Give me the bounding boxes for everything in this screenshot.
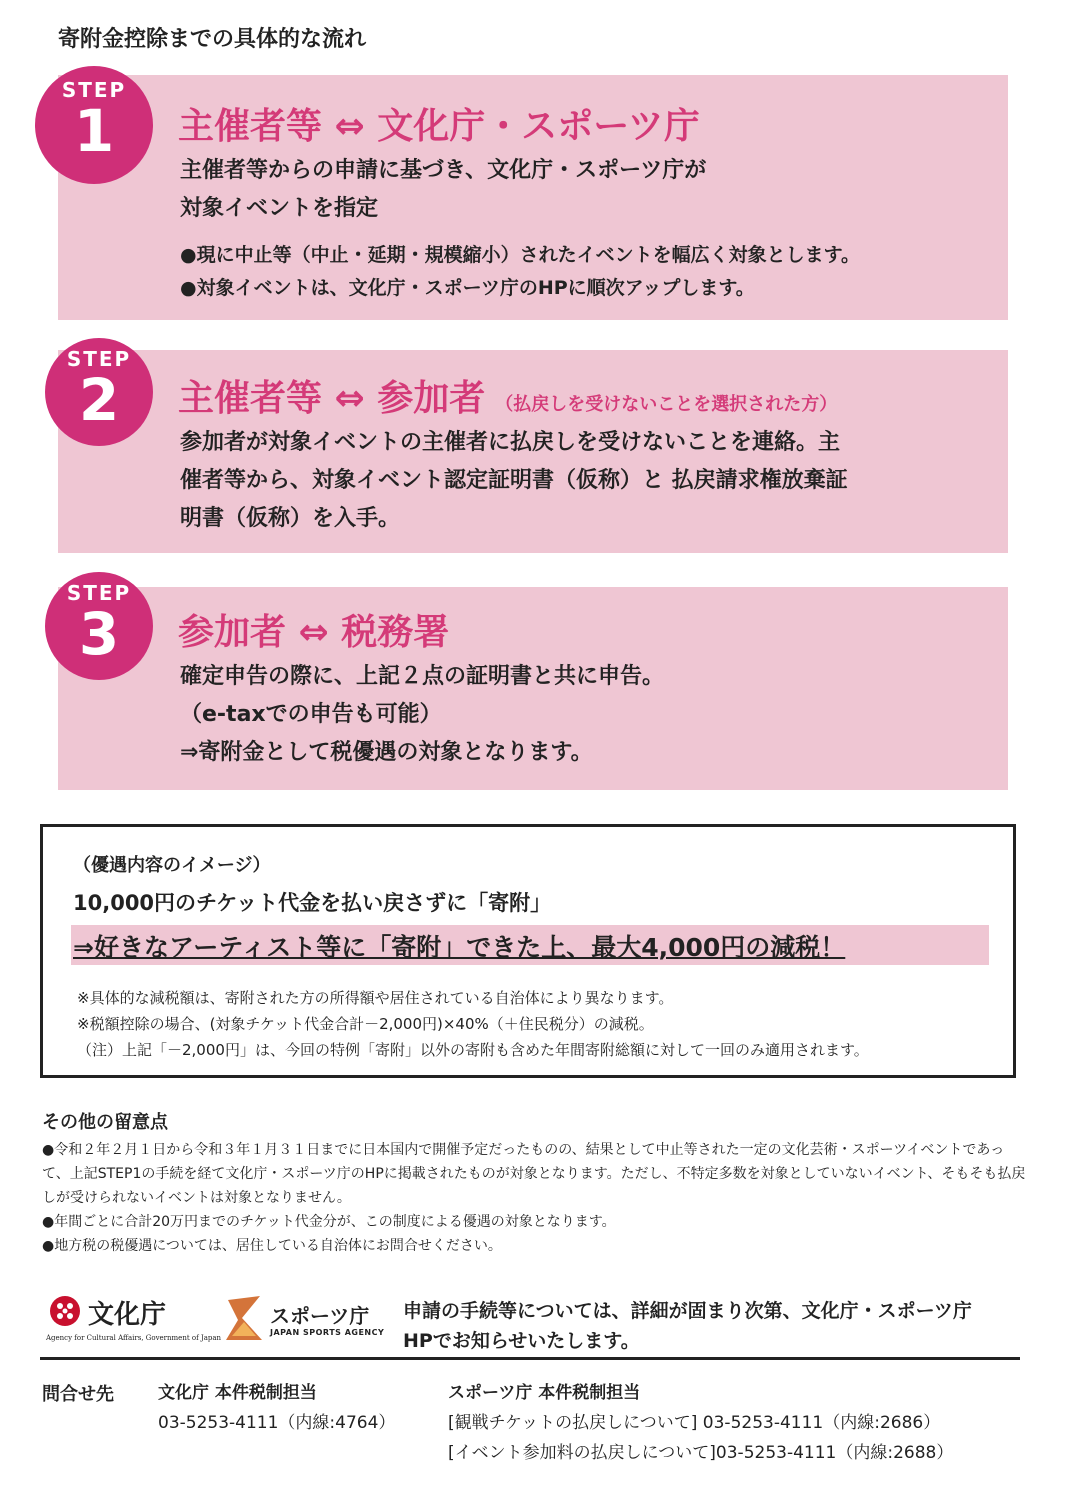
contact-sports xyxy=(448,1378,953,1468)
contact-sports-title: スポーツ庁 本件税制担当 xyxy=(448,1383,641,1403)
step-number: 3 xyxy=(78,600,120,668)
other-notes xyxy=(42,1138,1027,1258)
sports-logo-icon xyxy=(222,1292,266,1344)
step1-note: ●対象イベントは、文化庁・スポーツ庁のHPに順次アップします。 xyxy=(180,277,755,299)
bunka-logo xyxy=(46,1292,222,1350)
step3-badge xyxy=(45,572,153,680)
other-note: ●令和２年２月１日から令和３年１月３１日までに日本国内で開催予定だったものの、結果として中止等された一定の文化芸術・スポーツイベントであって、上記STEP1の手続を経て文化庁・スポーツ庁のHPに掲載されたものが対象となります。ただし、不特定多数を対象としていないイベント、そもそも払戻しが受けられないイベントは対象となりません。 xyxy=(42,1142,1026,1206)
benefit-highlight: ⇒好きなアーティスト等に「寄附」できた上、最大4,000円の減税！ xyxy=(73,933,846,962)
bunka-logo-icon xyxy=(48,1294,82,1328)
step2-body-line: 催者等から、対象イベント認定証明書（仮称）と 払戻請求権放棄証 xyxy=(180,468,848,493)
contact-sports-line: [観戦チケットの払戻しについて] 03-5253-4111（内線:2686） xyxy=(448,1413,941,1433)
other-title: その他の留意点 xyxy=(42,1112,168,1133)
step1-notes xyxy=(180,239,860,305)
other-note: ●地方税の税優遇については、居住している自治体にお問合せください。 xyxy=(42,1238,502,1254)
step-number: 2 xyxy=(78,366,120,434)
footer-notice-line: 申請の手続等については、詳細が固まり次第、文化庁・スポーツ庁 xyxy=(403,1300,972,1322)
step1-note: ●現に中止等（中止・延期・規模縮小）されたイベントを幅広く対象とします。 xyxy=(180,244,861,266)
step-label: STEP xyxy=(66,581,132,605)
benefit-line1: 10,000円のチケット代金を払い戻さずに「寄附」 xyxy=(73,891,552,915)
step2-badge xyxy=(45,338,153,446)
footer-notice xyxy=(403,1296,972,1356)
step-number: 1 xyxy=(73,97,115,165)
benefit-note: （注）上記「－2,000円」は、今回の特例「寄附」以外の寄附も含めた年間寄附総額に対して一回のみ適用されます。 xyxy=(77,1041,869,1059)
step2-heading xyxy=(178,370,837,421)
footer-notice-line: HPでお知らせいたします。 xyxy=(403,1330,640,1352)
contact-bunka-tel: 03-5253-4111（内線:4764） xyxy=(158,1413,396,1433)
step2-heading-sub: （払戻しを受けないことを選択された方） xyxy=(495,394,838,415)
step1-body-line: 主催者等からの申請に基づき、文化庁・スポーツ庁が xyxy=(180,158,707,183)
step-label: STEP xyxy=(66,347,132,371)
step1-body-line: 対象イベントを指定 xyxy=(180,196,379,221)
contact-bunka xyxy=(158,1378,395,1438)
step2-body xyxy=(180,424,848,538)
step3-heading: 参加者 ⇔ 税務署 xyxy=(178,612,450,653)
step3-body-line: ⇒寄附金として税優遇の対象となります。 xyxy=(180,740,593,765)
step3-body-line: （e-taxでの申告も可能） xyxy=(180,702,442,727)
step3-body-line: 確定申告の際に、上記２点の証明書と共に申告。 xyxy=(180,664,665,689)
step1-badge xyxy=(35,66,153,184)
step3-body xyxy=(180,658,664,772)
benefit-notes xyxy=(77,985,869,1063)
footer-divider xyxy=(40,1357,1020,1360)
sports-logo xyxy=(222,1292,385,1350)
contact-sports-line: [イベント参加料の払戻しについて]03-5253-4111（内線:2688） xyxy=(448,1443,954,1463)
step2-body-line: 明書（仮称）を入手。 xyxy=(180,506,401,531)
sports-logo-en: JAPAN SPORTS AGENCY xyxy=(270,1328,385,1337)
bunka-logo-text: 文化庁 xyxy=(88,1300,167,1330)
sports-logo-text: スポーツ庁 xyxy=(270,1304,370,1328)
bunka-logo-en: Agency for Cultural Affairs, Government of Japan xyxy=(46,1334,222,1342)
step-label: STEP xyxy=(61,78,127,102)
step1-heading: 主催者等 ⇔ 文化庁・スポーツ庁 xyxy=(178,106,700,147)
benefit-box xyxy=(40,824,1016,1078)
benefit-label: （優遇内容のイメージ） xyxy=(73,855,271,876)
other-note: ●年間ごとに合計20万円までのチケット代金分が、この制度による優遇の対象となります。 xyxy=(42,1214,616,1230)
contact-bunka-title: 文化庁 本件税制担当 xyxy=(158,1383,317,1403)
contact-label: 問合せ先 xyxy=(42,1384,114,1405)
step2-body-line: 参加者が対象イベントの主催者に払戻しを受けないことを連絡。主 xyxy=(180,430,841,455)
benefit-note: ※具体的な減税額は、寄附された方の所得額や居住されている自治体により異なります。 xyxy=(77,989,674,1007)
step2-heading-main: 主催者等 ⇔ 参加者 xyxy=(178,378,486,419)
page-title: 寄附金控除までの具体的な流れ xyxy=(58,27,367,52)
benefit-note: ※税額控除の場合、(対象チケット代金合計－2,000円)×40%（＋住民税分）の減税。 xyxy=(77,1015,654,1033)
step1-body xyxy=(180,152,706,228)
